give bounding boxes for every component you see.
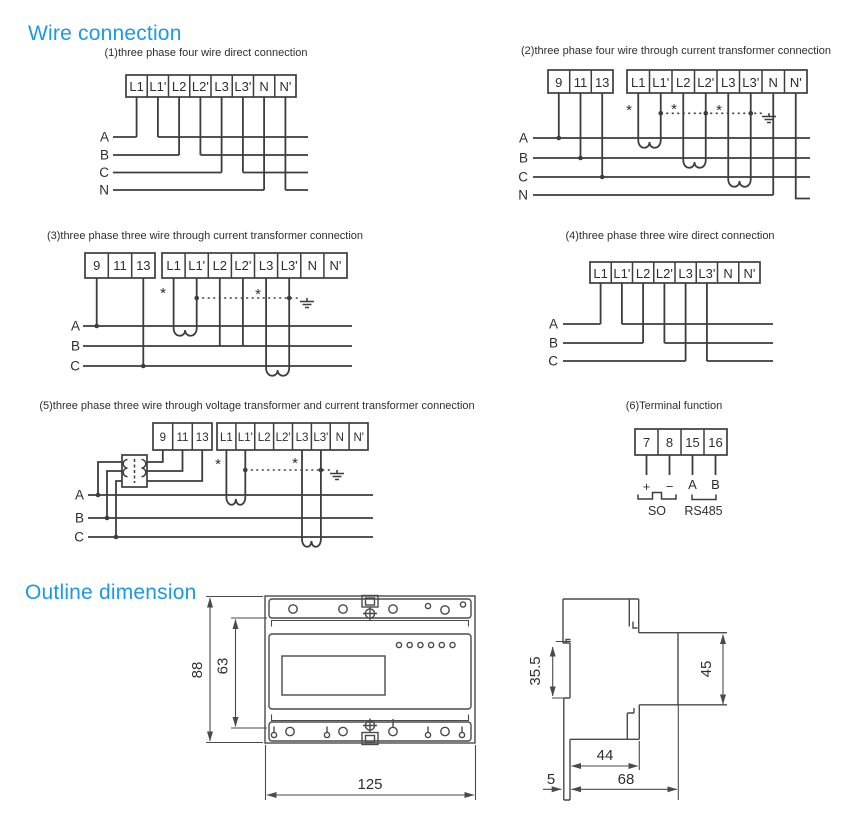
diagram-4-three-wire-direct bbox=[430, 224, 863, 374]
body-depth-dim-label: 44 bbox=[596, 747, 614, 764]
terminal-label: L2' bbox=[234, 258, 252, 273]
terminal-label: L1 bbox=[593, 266, 608, 281]
polarity-asterisk: * bbox=[215, 456, 221, 473]
case-seam bbox=[271, 621, 469, 721]
meter-front-drawing bbox=[265, 596, 475, 745]
side-profile bbox=[563, 599, 727, 800]
ct-loop bbox=[683, 160, 706, 168]
terminal-label: L2' bbox=[697, 75, 715, 90]
diagram-5-three-wire-vt-ct bbox=[5, 396, 525, 560]
outline-dimension-title: Outline dimension bbox=[25, 581, 197, 605]
rail-height-dim-label: 35.5 bbox=[527, 656, 544, 686]
outline-front-view bbox=[180, 588, 500, 810]
diagram-2-four-wire-ct bbox=[430, 40, 863, 208]
terminal-label: L1' bbox=[237, 432, 253, 444]
diagram-3-three-wire-ct bbox=[8, 224, 428, 384]
terminal-label: L2' bbox=[191, 79, 209, 94]
extension-lines bbox=[231, 618, 267, 728]
terminal-label: L1 bbox=[631, 75, 646, 90]
ct-loop bbox=[302, 539, 321, 547]
polarity-asterisk: * bbox=[255, 286, 261, 303]
terminal-label: N bbox=[768, 75, 778, 90]
terminal-label: L3 bbox=[214, 79, 229, 94]
ground-icon bbox=[330, 470, 344, 480]
phase-label: B bbox=[74, 510, 84, 526]
inner-height-dim-label: 63 bbox=[214, 657, 232, 675]
phase-label: B bbox=[518, 150, 528, 166]
top-terminal-screws bbox=[289, 602, 466, 614]
terminal-label: L1 bbox=[129, 79, 144, 94]
side-dimensions bbox=[527, 635, 723, 790]
terminal-label: 9 bbox=[93, 258, 101, 273]
terminal-label: 9 bbox=[159, 432, 167, 444]
meter-face bbox=[269, 634, 471, 709]
polarity-asterisk: * bbox=[626, 102, 632, 119]
wires bbox=[113, 97, 308, 190]
junction-dots bbox=[557, 111, 754, 179]
height-dim-label: 88 bbox=[189, 661, 206, 679]
diagram-5-caption: (5)three phase three wire through voltage transformer and current transformer connection bbox=[39, 400, 475, 412]
phase-label: A bbox=[99, 129, 109, 145]
terminal-label: L3 bbox=[258, 258, 274, 273]
terminal-label: L1' bbox=[188, 258, 206, 273]
phase-label: A bbox=[518, 130, 528, 146]
terminal-label: L2 bbox=[257, 432, 271, 444]
aux-terminal-strip bbox=[85, 253, 155, 278]
led-indicators bbox=[396, 642, 455, 647]
terminal-label: L1' bbox=[652, 75, 670, 90]
aux-terminal-strip bbox=[153, 423, 212, 450]
polarity-asterisk: * bbox=[671, 101, 677, 118]
phase-label: A bbox=[74, 487, 84, 503]
polarity-label: + bbox=[642, 479, 651, 494]
phase-label: C bbox=[74, 529, 84, 545]
terminal-label: N' bbox=[743, 266, 756, 281]
terminal-label: N' bbox=[279, 79, 292, 94]
terminal-label: 9 bbox=[555, 75, 563, 90]
phase-label: B bbox=[99, 147, 109, 163]
terminal-label: L1' bbox=[149, 79, 167, 94]
diagram-2-caption: (2)three phase four wire through current transformer connection bbox=[521, 45, 831, 57]
terminal-label: L2 bbox=[676, 75, 691, 90]
terminal-label: L2' bbox=[655, 266, 673, 281]
terminal-label: 13 bbox=[136, 258, 151, 273]
polarity-asterisk: * bbox=[292, 455, 298, 472]
ct-loop bbox=[266, 368, 289, 376]
polarity-label: B bbox=[711, 477, 720, 492]
terminal-strip bbox=[627, 70, 807, 93]
terminal-strip bbox=[590, 262, 760, 283]
phase-label: A bbox=[70, 318, 80, 334]
diagram-6-caption: (6)Terminal function bbox=[625, 400, 723, 412]
so-label: SO bbox=[647, 504, 667, 518]
rail-depth-dim-label: 5 bbox=[546, 771, 556, 788]
terminal-label: 13 bbox=[594, 75, 610, 90]
terminal-label: N' bbox=[329, 258, 342, 273]
terminal-label: 15 bbox=[685, 435, 700, 450]
ct-loop bbox=[728, 179, 751, 187]
terminal-label: N bbox=[335, 432, 344, 444]
width-dim-label: 125 bbox=[357, 776, 383, 793]
total-depth-dim-label: 68 bbox=[617, 771, 635, 788]
front-dimensions bbox=[189, 597, 476, 801]
extension-lines bbox=[552, 642, 678, 801]
phase-label: N bbox=[518, 187, 528, 203]
ground-icon bbox=[300, 298, 314, 308]
terminal-label: L3 bbox=[721, 75, 736, 90]
meter-side-drawing bbox=[552, 599, 727, 800]
terminal-label: N bbox=[723, 266, 733, 281]
terminal-label: N' bbox=[789, 75, 802, 90]
diagram-6-terminal-function bbox=[560, 396, 860, 526]
lcd-display bbox=[282, 656, 385, 695]
polarity-label: A bbox=[688, 477, 697, 492]
terminal-label: L2' bbox=[275, 432, 291, 444]
wire-connection-title: Wire connection bbox=[28, 22, 182, 46]
terminal-strip bbox=[162, 253, 347, 278]
phase-label: C bbox=[70, 358, 80, 374]
ct-loop bbox=[226, 497, 245, 505]
terminal-label: N' bbox=[353, 432, 364, 444]
terminal-label: N bbox=[259, 79, 269, 94]
terminal-label: 11 bbox=[176, 432, 189, 444]
terminal-label: L1' bbox=[613, 266, 631, 281]
terminal-label: L3' bbox=[742, 75, 760, 90]
terminal-label: N bbox=[307, 258, 317, 273]
phase-label: C bbox=[518, 169, 528, 185]
terminal-label: 16 bbox=[708, 435, 723, 450]
phase-label: C bbox=[99, 165, 109, 180]
terminal-label: L2 bbox=[635, 266, 651, 281]
junction-dots bbox=[94, 296, 291, 369]
polarity-asterisk: * bbox=[716, 102, 722, 119]
phase-label: B bbox=[70, 338, 80, 354]
phase-label: N bbox=[99, 182, 109, 198]
terminal-label: L2 bbox=[212, 258, 228, 273]
terminal-strip bbox=[217, 423, 368, 450]
wires bbox=[563, 283, 773, 361]
terminal-label: 13 bbox=[195, 432, 209, 444]
ct-loop bbox=[638, 140, 661, 148]
terminal-label: 11 bbox=[573, 75, 588, 90]
phase-label: A bbox=[548, 316, 558, 332]
wires bbox=[83, 278, 352, 368]
terminal-strip bbox=[126, 75, 296, 97]
rs485-bracket bbox=[692, 495, 716, 500]
terminal-label: L3' bbox=[698, 266, 716, 281]
terminal-label: L3' bbox=[280, 258, 298, 273]
aux-terminal-strip bbox=[548, 70, 613, 93]
terminal-label: L1 bbox=[166, 258, 181, 273]
rs485-label: RS485 bbox=[684, 504, 723, 518]
phase-label: C bbox=[548, 353, 558, 369]
polarity-label: − bbox=[665, 479, 674, 494]
terminal-label: L2 bbox=[171, 79, 187, 94]
terminal-label: L1 bbox=[220, 432, 233, 444]
terminal-strip bbox=[635, 429, 727, 455]
face-height-dim-label: 45 bbox=[698, 660, 715, 678]
diagram-3-caption: (3)three phase three wire through current transformer connection bbox=[46, 230, 364, 242]
polarity-asterisk: * bbox=[160, 285, 166, 302]
diagram-1-caption: (1)three phase four wire direct connection bbox=[104, 47, 308, 59]
voltage-transformer bbox=[122, 455, 147, 487]
outline-side-view bbox=[505, 588, 863, 810]
diagram-1-three-phase-four-wire-direct bbox=[60, 40, 330, 205]
terminal-label: L3' bbox=[313, 432, 329, 444]
terminal-label: L3' bbox=[234, 79, 252, 94]
terminal-label: 8 bbox=[665, 435, 674, 450]
terminal-label: L3 bbox=[678, 266, 693, 281]
terminal-label: 11 bbox=[113, 258, 127, 273]
diagram-4-caption: (4)three phase three wire direct connection bbox=[565, 230, 775, 242]
terminal-label: 7 bbox=[642, 435, 651, 450]
terminal-leads bbox=[647, 455, 716, 475]
ct-loop bbox=[174, 328, 197, 336]
terminal-label: L3 bbox=[295, 432, 309, 444]
phase-label: B bbox=[548, 335, 558, 351]
